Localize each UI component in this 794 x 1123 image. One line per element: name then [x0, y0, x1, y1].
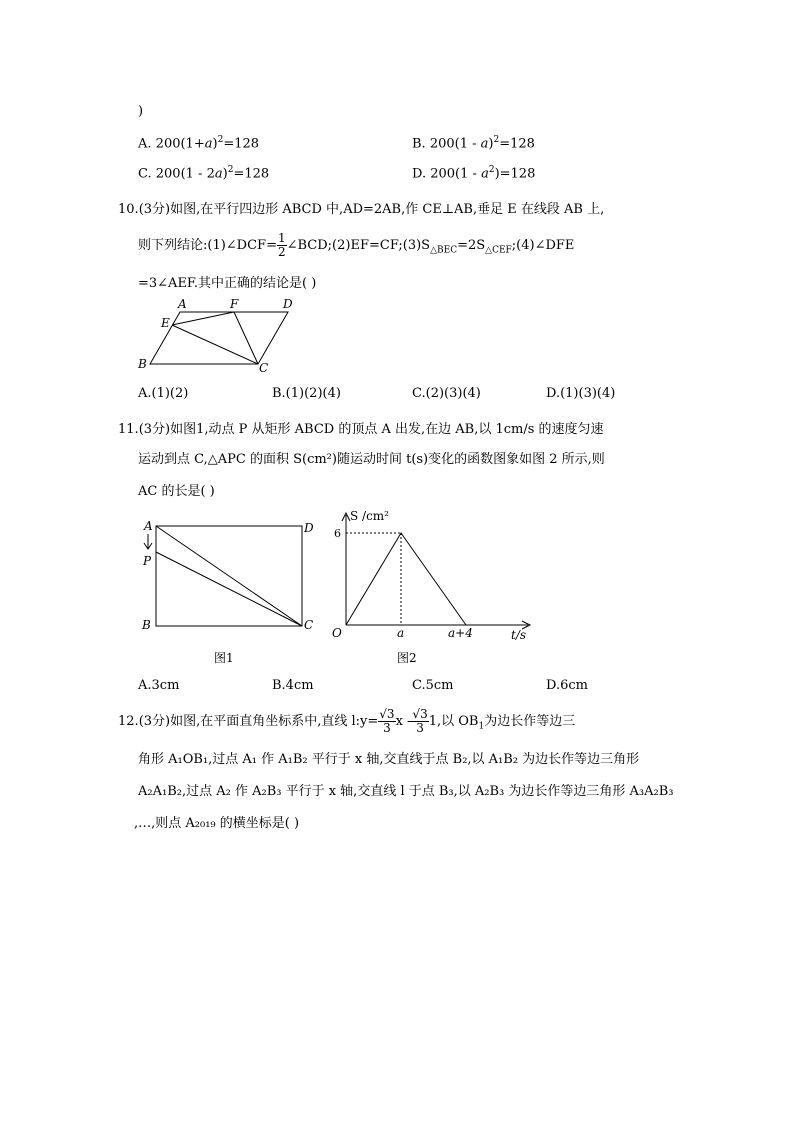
q9-option-b[interactable]: B. 200(1 - a)$^2$=128 [412, 135, 535, 152]
q9-option-d[interactable]: D. $200(1 - a^2)=128$ [412, 165, 536, 182]
label-d: D [283, 297, 293, 311]
label-a: A [144, 519, 153, 533]
q12-line4: ,…,则点 A₂₀₁₉ 的横坐标是( ) [134, 816, 300, 831]
q12-line2: 角形 A₁OB₁,过点 A₁ 作 A₁B₂ 平行于 x 轴,交直线于点 B₂,以 A₁B₂ 为边长作等边三角形 [138, 752, 640, 767]
q10-line1: 10.(3分)如图,在平行四边形 ABCD 中,AD=2AB,作 CE⊥AB,垂足 E 在线段 AB 上, [118, 202, 605, 217]
label-b: B [142, 618, 151, 632]
q10-option-c[interactable]: C.(2)(3)(4) [412, 386, 481, 401]
q9-option-c[interactable]: C. 200(1 - 2a)$^2$=128 [138, 165, 270, 182]
parallelogram [150, 312, 288, 364]
q11-option-a[interactable]: A.3cm [138, 678, 180, 693]
label-b: B [138, 357, 147, 371]
q10-figure [134, 294, 299, 374]
q10-option-d[interactable]: D.(1)(3)(4) [546, 386, 616, 401]
label-f: F [230, 297, 239, 311]
q9-close-paren: ) [138, 104, 144, 119]
figure1-caption: 图1 [214, 651, 234, 665]
label-e: E [161, 316, 170, 330]
figure2-caption: 图2 [397, 651, 417, 665]
q10-line2: 则下列结论:(1)∠DCF= $\frac{1}{2}$ $\angle BCD;(2)EF=CF;(3)S_{\triangle BEC}=2S_{\triangle CEF};(4)\angle DFE$ [138, 231, 575, 259]
q11-option-b[interactable]: B.4cm [272, 678, 314, 693]
segment-pc [156, 552, 302, 626]
q12-line1: 12.(3分)如图,在平面直角坐标系中,直线 l:y= $\frac{√3}{3}$ x - $\frac{√3}{3}$ 1,以 $OB_1$为边长作等边三 [118, 707, 576, 735]
segment-ef [172, 312, 234, 325]
area-function-graph [346, 533, 466, 625]
x-axis-label: t/s [511, 628, 527, 642]
q11-figure2 [328, 503, 533, 673]
q11-line1: 11.(3分)如图1,动点 P 从矩形 ABCD 的顶点 A 出发,在边 AB,以 1cm/s 的速度匀速 [118, 422, 604, 437]
label-c: C [304, 618, 314, 632]
q11-option-c[interactable]: C.5cm [412, 678, 454, 693]
q9-option-a[interactable]: A. $200(1+a)^2=128$ [138, 135, 260, 152]
segment-ec [172, 325, 258, 364]
label-c: C [259, 361, 269, 374]
y-tick-6: 6 [334, 527, 341, 540]
label-a: A [178, 297, 187, 311]
q11-line3: AC 的长是( ) [138, 484, 215, 499]
x-tick-a: a [397, 626, 405, 640]
q12-line3: A₂A₁B₂,过点 A₂ 作 A₂B₃ 平行于 x 轴,交直线 l 于点 B₃,以 A₂B₃ 为边长作等边三角形 A₃A₂B₃ [138, 784, 674, 799]
origin-label: O [332, 626, 342, 640]
q11-option-d[interactable]: D.6cm [546, 678, 588, 693]
segment-fc [234, 312, 258, 364]
label-p: P [143, 554, 152, 568]
label-d: D [304, 521, 314, 535]
q10-option-b[interactable]: B.(1)(2)(4) [272, 386, 341, 401]
x-tick-a-plus-4: a+4 [448, 626, 473, 640]
q10-option-a[interactable]: A.(1)(2) [138, 386, 189, 401]
y-axis-label: S /cm² [350, 509, 389, 523]
segment-ac [156, 526, 302, 626]
q11-line2: 运动到点 C,△APC 的面积 S(cm²)随运动时间 t(s)变化的函数图象如图 2 所示,则 [138, 452, 605, 467]
q10-line3: =3∠AEF.其中正确的结论是( ) [138, 276, 317, 291]
q11-figure1 [138, 512, 323, 672]
